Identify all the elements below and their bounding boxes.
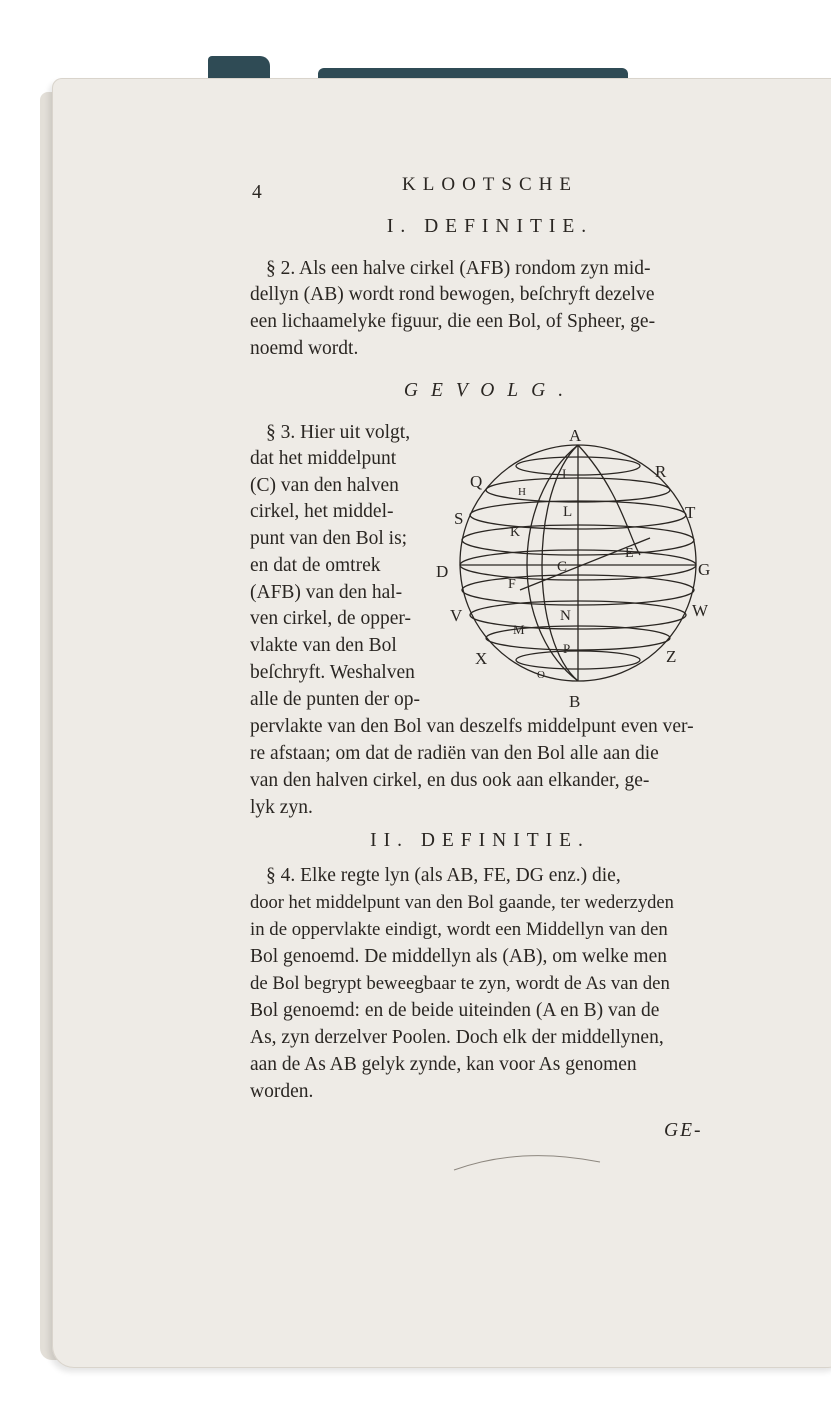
definition-2-line: § 4. Elke regte lyn (als AB, FE, DG enz.) die, (266, 865, 621, 886)
label-B: B (569, 692, 581, 711)
gevolg-line: re afstaan; om dat de radiën van den Bol alle aan die (250, 743, 659, 764)
definition-2-line: Bol genoemd. De middellyn als (AB), om welke men (250, 946, 668, 967)
stray-ink-mark (450, 1140, 610, 1180)
label-C: C (557, 559, 568, 575)
gevolg-line: § 3. Hier uit volgt, (266, 422, 411, 443)
definition-1-line: noemd wordt. (250, 338, 359, 359)
definition-1-line: een lichaamelyke figuur, die een Bol, of Spheer, ge- (250, 311, 656, 332)
gevolg-line: alle de punten der op- (250, 689, 421, 710)
label-T: T (685, 503, 696, 522)
label-R: R (655, 462, 667, 481)
gevolg-line: cirkel, het middel- (250, 501, 394, 522)
gevolg-line: punt van den Bol is; (250, 528, 408, 549)
label-G: G (698, 560, 711, 579)
label-X: X (475, 649, 488, 668)
definition-2-line: Bol genoemd: en de beide uiteinden (A en B) van de (250, 1000, 660, 1021)
gevolg-line: van den halven cirkel, en dus ook aan elkander, ge- (250, 770, 650, 791)
label-S: S (454, 509, 464, 528)
label-L: L (563, 504, 573, 520)
gevolg-line: en dat de omtrek (250, 555, 381, 576)
label-F: F (508, 577, 516, 592)
label-K: K (510, 525, 521, 540)
definition-2-line: door het middelpunt van den Bol gaande, ter wederzyden (250, 893, 674, 913)
gevolg-line: vlakte van den Bol (250, 635, 397, 656)
label-E: E (625, 546, 634, 561)
label-Z: Z (666, 647, 677, 666)
label-H: H (518, 486, 526, 498)
gevolg-line: beſchryft. Weshalven (250, 662, 415, 683)
definition-1-line: dellyn (AB) wordt rond bewogen, beſchryft dezelve (250, 284, 655, 305)
label-A: A (569, 426, 582, 445)
label-P: P (563, 641, 571, 656)
definition-2-line: worden. (250, 1081, 314, 1102)
label-I: I (562, 466, 567, 481)
definition-1-heading: I. DEFINITIE. (386, 216, 594, 237)
gevolg-line: (C) van den halven (250, 475, 399, 496)
gevolg-line: pervlakte van den Bol van deszelfs middelpunt even ver- (250, 716, 694, 737)
label-D: D (436, 562, 449, 581)
catchword: GE- (664, 1120, 703, 1141)
gevolg-heading: GEVOLG. (403, 380, 577, 401)
label-Q: Q (470, 472, 483, 491)
label-W: W (692, 601, 709, 620)
gevolg-line: ven cirkel, de opper- (250, 608, 411, 629)
gevolg-line: (AFB) van den hal- (250, 582, 403, 603)
definition-2-line: aan de As AB gelyk zynde, kan voor As genomen (250, 1054, 637, 1075)
definition-2-line: As, zyn derzelver Poolen. Doch elk der middellynen, (250, 1027, 664, 1048)
page-number: 4 (252, 182, 262, 203)
label-M: M (513, 622, 525, 637)
label-O: O (537, 669, 545, 681)
label-V: V (450, 606, 463, 625)
sphere-figure (430, 420, 730, 720)
definition-2-heading: II. DEFINITIE. (370, 830, 590, 851)
gevolg-line: dat het middelpunt (250, 448, 397, 469)
definition-1-line: § 2. Als een halve cirkel (AFB) rondom zyn mid- (266, 258, 651, 279)
definition-2-line: in de oppervlakte eindigt, wordt een Middellyn van den (250, 919, 668, 940)
gevolg-line: lyk zyn. (250, 797, 313, 818)
definition-2-line: de Bol begrypt beweegbaar te zyn, wordt de As van den (250, 973, 670, 994)
label-N: N (560, 608, 571, 624)
running-title: KLOOTSCHE (402, 174, 578, 195)
